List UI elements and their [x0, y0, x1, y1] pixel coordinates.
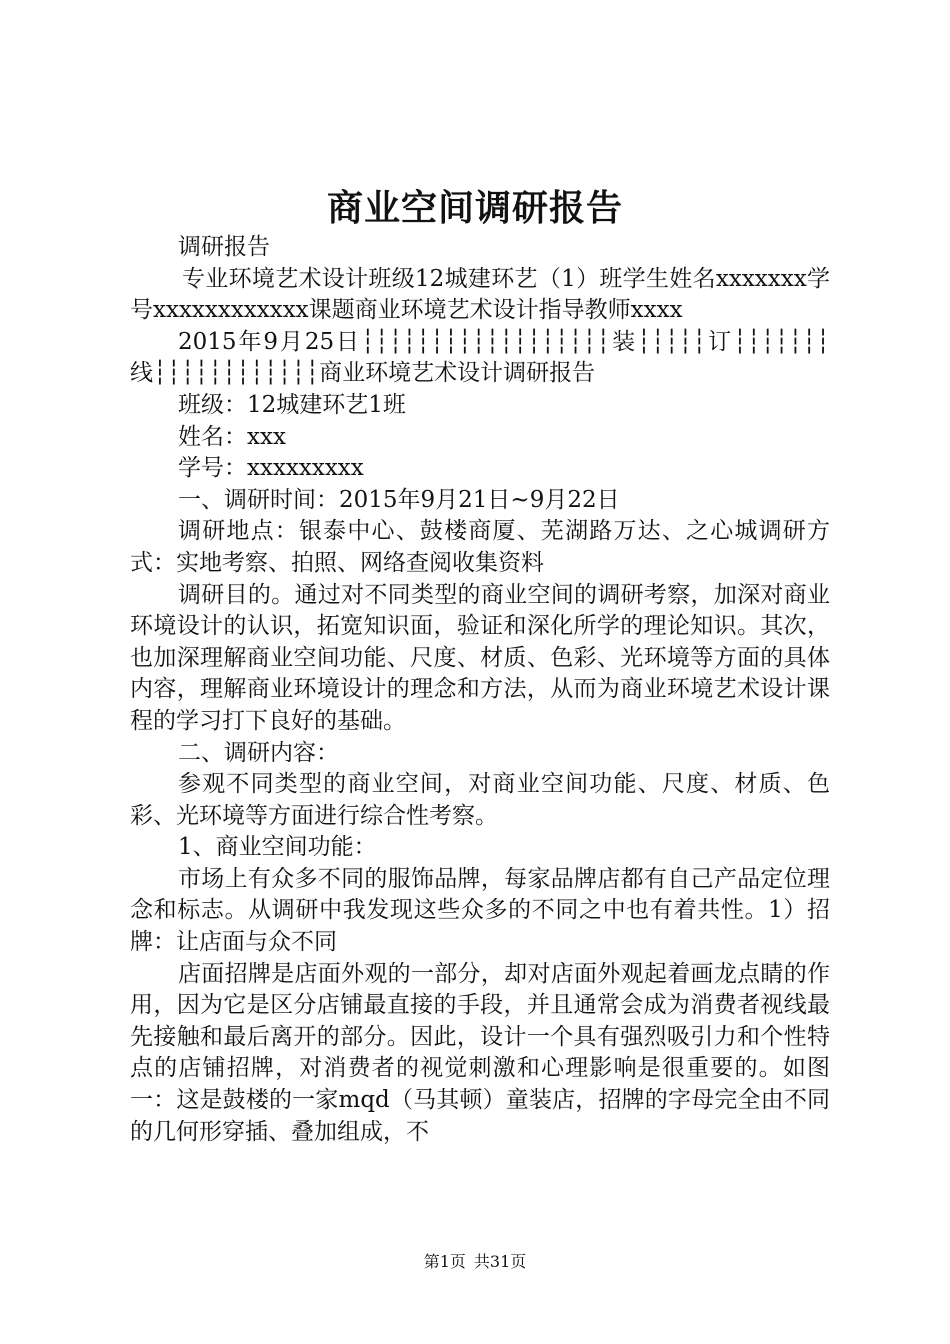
page-footer	[0, 1252, 950, 1272]
paragraph-student-id: 学号：xxxxxxxxx	[178, 455, 364, 482]
paragraph-report-label: 调研报告	[178, 234, 270, 260]
paragraph-brand-stores: 市场上有众多不同的服饰品牌，每家品牌店都有自己产品定位理念和标志。从调研中我发现这些众多的不同之中也有着共性。1）招牌：让店面与众不同	[130, 865, 830, 956]
paragraph-section-content: 二、调研内容：	[178, 739, 339, 766]
paragraph-cover-info: 专业环境艺术设计班级12城建环艺（1）班学生姓名xxxxxxx学号xxxxxxxxxxxx课题商业环境艺术设计指导教师xxxx	[130, 265, 830, 324]
paragraph-signboard: 店面招牌是店面外观的一部分，却对店面外观起着画龙点睛的作用，因为它是区分店铺最直接的手段，并且通常会成为消费者视线最先接触和最后离开的部分。因此，设计一个具有强烈吸引力和个性特点的店铺招牌，对消费者的视觉刺激和心理影响是很重要的。如图一：这是鼓楼的一家mqd（马其顿）童装店，招牌的字母完全由不同的几何形穿插、叠加组成，不	[130, 960, 830, 1145]
paragraph-content-overview: 参观不同类型的商业空间，对商业空间功能、尺度、材质、色彩、光环境等方面进行综合性考察。	[130, 771, 830, 829]
page-number: 第1页	[423, 1252, 466, 1271]
document-body	[130, 232, 830, 1148]
paragraph-research-purpose: 调研目的。通过对不同类型的商业空间的调研考察，加深对商业环境设计的认识，拓宽知识面，验证和深化所学的理论知识。其次，也加深理解商业空间功能、尺度、材质、色彩、光环境等方面的具体内容，理解商业环境设计的理念和方法，从而为商业环境艺术设计课程的学习打下良好的基础。	[130, 581, 830, 734]
paragraph-date-binding-line: 2015年9月25日┆┆┆┆┆┆┆┆┆┆┆┆┆┆┆┆┆┆装┆┆┆┆┆订┆┆┆┆┆┆┆线┆┆┆┆┆┆┆┆┆┆┆┆商业环境艺术设计调研报告	[130, 328, 830, 387]
paragraph-name: 姓名：xxx	[178, 423, 286, 450]
paragraph-research-time: 一、调研时间：2015年9月21日~9月22日	[178, 486, 620, 513]
document-title: 商业空间调研报告	[326, 187, 623, 229]
paragraph-research-location: 调研地点：银泰中心、鼓楼商厦、芜湖路万达、之心城调研方式：实地考察、拍照、网络查阅收集资料	[130, 518, 830, 576]
paragraph-class: 班级：12城建环艺1班	[178, 391, 406, 418]
page-total: 共31页	[473, 1252, 527, 1271]
paragraph-section-function: 1、商业空间功能：	[178, 834, 377, 861]
